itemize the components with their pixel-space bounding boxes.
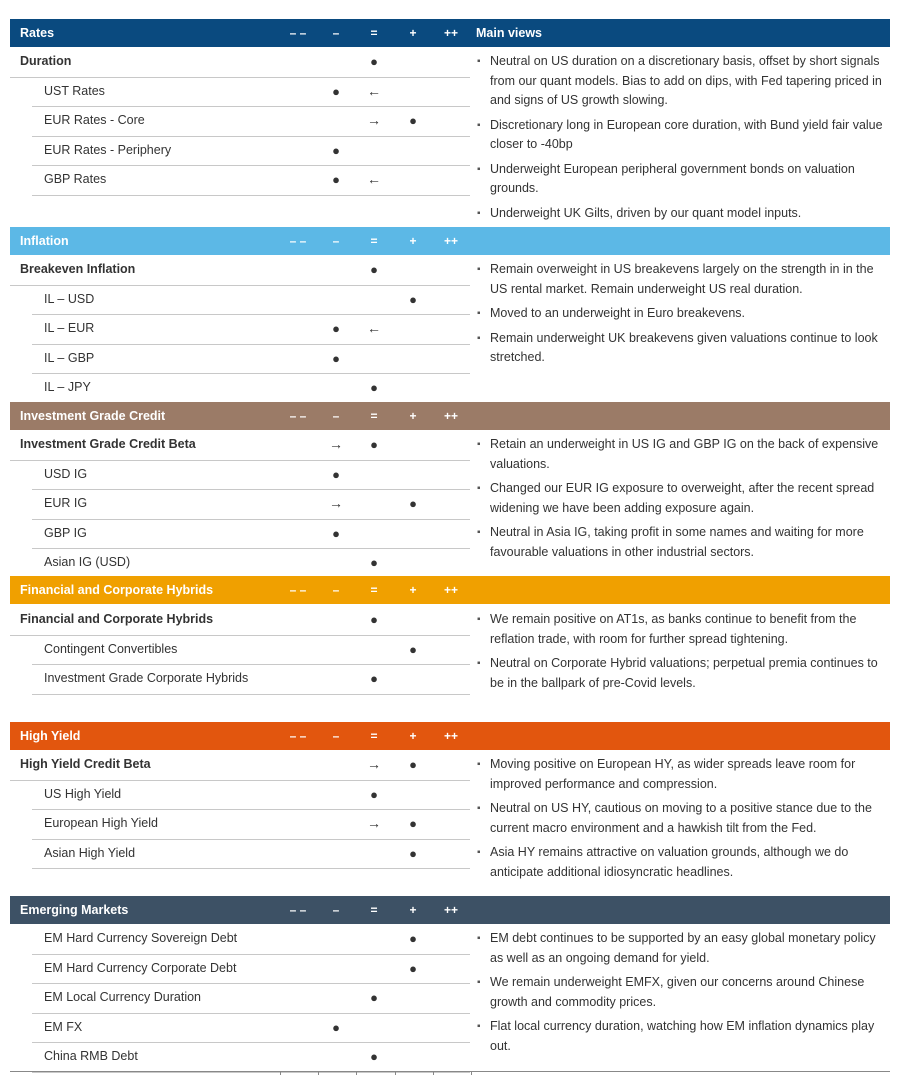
position-dot: ● [332, 83, 340, 99]
row-label: China RMB Debt [44, 1049, 138, 1063]
position-dot: ● [409, 931, 417, 946]
main-views-list [476, 755, 890, 887]
row-label: Investment Grade Corporate Hybrids [44, 671, 249, 685]
row-label: IL – GBP [44, 350, 95, 365]
col-strong-positive: ++ [443, 583, 458, 597]
row-label: Duration [20, 54, 72, 68]
table-row [32, 489, 470, 520]
table-row [32, 285, 470, 316]
arrow-left-icon: ← [367, 171, 381, 187]
col-neutral: = [370, 903, 378, 917]
inflation-header [10, 227, 890, 255]
view-bullet: ▪ Discretionary long in European core duration, with Bund yield fair value closer to -40bp [476, 116, 890, 155]
row-label: Investment Grade Credit Beta [20, 437, 196, 451]
row-label: Financial and Corporate Hybrids [20, 612, 214, 626]
view-bullet: ▪ Flat local currency duration, watching how EM inflation dynamics play out. [476, 1017, 890, 1056]
table-row [32, 780, 470, 811]
row-label: IL – JPY [44, 380, 91, 394]
col-strong-positive: ++ [443, 903, 458, 917]
column-tick [395, 1071, 396, 1075]
row-label: EUR IG [44, 496, 88, 510]
position-dot: ● [370, 437, 378, 452]
column-tick [280, 1071, 281, 1075]
column-tick [433, 1071, 434, 1075]
col-strong-positive: ++ [443, 729, 458, 743]
arrow-right-icon: → [367, 815, 381, 831]
col-strong-negative: – – [289, 409, 307, 423]
emerging-markets-header [10, 896, 890, 924]
col-strong-negative: – – [289, 234, 307, 248]
view-bullet: ▪ Retain an underweight in US IG and GBP IG on the back of expensive valuations. [476, 435, 890, 474]
col-neutral: = [370, 729, 378, 743]
position-dot: ● [409, 960, 417, 976]
position-dot: ● [332, 466, 340, 482]
hybrids-section [10, 605, 890, 720]
credit-section [10, 430, 890, 577]
table-row [32, 983, 470, 1014]
position-dot: ● [332, 525, 340, 541]
col-strong-positive: ++ [443, 26, 458, 40]
table-row [32, 373, 470, 404]
section-title: Emerging Markets [20, 903, 129, 917]
table-bottom-rule [10, 1071, 890, 1072]
table-row [32, 165, 470, 196]
position-dot: ● [332, 172, 340, 187]
table-row [32, 1013, 470, 1044]
view-bullet: ▪ Changed our EUR IG exposure to overweight, after the recent spread widening we have been adding exposure again. [476, 479, 890, 518]
row-label: EUR Rates - Periphery [44, 142, 172, 157]
position-dot: ● [409, 816, 417, 831]
position-dot: ● [409, 845, 417, 861]
table-row [32, 954, 470, 985]
view-bullet: ▪ Remain underweight UK breakevens given valuations continue to look stretched. [476, 329, 890, 368]
col-positive: + [409, 903, 417, 917]
main-views-list [476, 929, 890, 1061]
main-views-list [476, 435, 890, 567]
col-positive: + [409, 26, 417, 40]
col-strong-positive: ++ [443, 234, 458, 248]
position-dot: ● [370, 671, 378, 686]
position-dot: ● [332, 350, 340, 366]
table-row [32, 106, 470, 137]
row-label: US High Yield [44, 786, 122, 801]
main-views-label: Main views [476, 26, 542, 40]
col-neutral: = [370, 234, 378, 248]
table-row [32, 344, 470, 375]
view-bullet: ▪ Neutral on US HY, cautious on moving to a positive stance due to the current macro environment and a hawkish tilt from the Fed. [476, 799, 890, 838]
row-label: EM Hard Currency Corporate Debt [44, 960, 237, 975]
table-row [32, 664, 470, 695]
position-dot: ● [409, 757, 417, 772]
table-row [32, 460, 470, 491]
col-neutral: = [370, 409, 378, 423]
row-label: EM FX [44, 1019, 83, 1034]
arrow-right-icon: → [329, 436, 343, 452]
table-row [32, 839, 470, 870]
view-bullet: ▪ We remain underweight EMFX, given our concerns around Chinese growth and commodity prices. [476, 973, 890, 1012]
main-views-list [476, 610, 890, 698]
col-negative: – [332, 409, 340, 423]
col-strong-negative: – – [289, 729, 307, 743]
arrow-right-icon: → [329, 495, 343, 511]
table-row [32, 548, 470, 579]
col-positive: + [409, 729, 417, 743]
view-bullet: ▪ Neutral in Asia IG, taking profit in some names and waiting for more favourable valuations in other industrial sectors. [476, 523, 890, 562]
table-row [32, 136, 470, 167]
position-dot: ● [409, 641, 417, 657]
table-row [10, 47, 470, 78]
arrow-right-icon: → [367, 112, 381, 128]
row-label: Asian IG (USD) [44, 555, 131, 569]
table-row [10, 750, 470, 781]
col-positive: + [409, 583, 417, 597]
row-label: EM Local Currency Duration [44, 990, 202, 1004]
row-label: Asian High Yield [44, 845, 136, 860]
position-dot: ● [370, 380, 378, 395]
table-row [32, 314, 470, 345]
row-label: USD IG [44, 466, 88, 481]
col-strong-negative: – – [289, 903, 307, 917]
view-bullet: ▪ We remain positive on AT1s, as banks continue to benefit from the reflation trade, with room for further spread tightening. [476, 610, 890, 649]
table-row [10, 430, 470, 461]
table-row [32, 77, 470, 108]
view-bullet: ▪ Neutral on US duration on a discretionary basis, offset by short signals from our quant models. Bias to add on dips, with Fed tapering priced in and signs of US growth slowing. [476, 52, 890, 111]
view-bullet: ▪ Neutral on Corporate Hybrid valuations; perpetual premia continues to be in the ballpark of pre-Covid levels. [476, 654, 890, 693]
position-dot: ● [370, 54, 378, 69]
position-dot: ● [409, 113, 417, 128]
position-dot: ● [370, 555, 378, 570]
table-row [32, 635, 470, 666]
col-neutral: = [370, 26, 378, 40]
row-label: GBP Rates [44, 172, 107, 186]
col-strong-negative: – – [289, 26, 307, 40]
column-tick [471, 1071, 472, 1075]
view-bullet: ▪ Underweight European peripheral government bonds on valuation grounds. [476, 160, 890, 199]
col-negative: – [332, 583, 340, 597]
view-bullet: ▪ Moved to an underweight in Euro breakevens. [476, 304, 890, 324]
arrow-left-icon: ← [367, 320, 381, 336]
row-label: EM Hard Currency Sovereign Debt [44, 931, 238, 945]
high-yield-section [10, 750, 890, 890]
position-dot: ● [370, 612, 378, 627]
credit-header [10, 402, 890, 430]
column-tick [356, 1071, 357, 1075]
col-positive: + [409, 409, 417, 423]
table-row [10, 605, 470, 636]
col-neutral: = [370, 583, 378, 597]
position-dot: ● [370, 1049, 378, 1064]
view-bullet: ▪ Moving positive on European HY, as wider spreads leave room for improved performance and compression. [476, 755, 890, 794]
table-row [32, 809, 470, 840]
table-row [32, 519, 470, 550]
col-positive: + [409, 234, 417, 248]
section-title: Rates [20, 26, 55, 40]
row-label: High Yield Credit Beta [20, 757, 151, 771]
col-strong-positive: ++ [443, 409, 458, 423]
emerging-markets-section [10, 924, 890, 1071]
rates-header [10, 19, 890, 47]
view-bullet: ▪ Remain overweight in US breakevens largely on the strength in in the US rental market. Remain underweight US real duration. [476, 260, 890, 299]
col-negative: – [332, 234, 340, 248]
position-dot: ● [409, 291, 417, 307]
table-row [32, 924, 470, 955]
col-negative: – [332, 903, 340, 917]
row-label: IL – USD [44, 291, 95, 306]
table-row [10, 255, 470, 286]
row-label: GBP IG [44, 525, 87, 540]
high-yield-header [10, 722, 890, 750]
view-bullet: ▪ Asia HY remains attractive on valuation grounds, although we do anticipate additional idiosyncratic headlines. [476, 843, 890, 882]
hybrids-header [10, 576, 890, 604]
col-strong-negative: – – [289, 583, 307, 597]
view-bullet: ▪ EM debt continues to be supported by an easy global monetary policy as well as an ongoing demand for yield. [476, 929, 890, 968]
col-negative: – [332, 729, 340, 743]
row-label: Contingent Convertibles [44, 641, 178, 656]
position-dot: ● [370, 262, 378, 277]
table-row [32, 1042, 470, 1073]
column-tick [318, 1071, 319, 1075]
position-dot: ● [332, 321, 340, 336]
position-dot: ● [332, 1019, 340, 1035]
main-views-list [476, 260, 890, 373]
row-label: Breakeven Inflation [20, 262, 136, 276]
view-bullet: ▪ Underweight UK Gilts, driven by our quant model inputs. [476, 204, 890, 224]
row-label: UST Rates [44, 83, 105, 98]
position-dot: ● [409, 496, 417, 511]
arrow-left-icon: ← [367, 82, 381, 99]
inflation-section [10, 255, 890, 402]
row-label: IL – EUR [44, 321, 95, 335]
position-dot: ● [332, 142, 340, 158]
arrow-right-icon: → [367, 756, 381, 772]
position-dot: ● [370, 786, 378, 802]
section-title: Investment Grade Credit [20, 409, 166, 423]
section-title: Financial and Corporate Hybrids [20, 583, 214, 597]
section-title: Inflation [20, 234, 69, 248]
rates-section [10, 47, 890, 225]
section-title: High Yield [20, 729, 81, 743]
col-negative: – [332, 26, 340, 40]
row-label: European High Yield [44, 816, 158, 830]
position-dot: ● [370, 990, 378, 1005]
row-label: EUR Rates - Core [44, 113, 145, 127]
main-views-list [476, 52, 890, 228]
